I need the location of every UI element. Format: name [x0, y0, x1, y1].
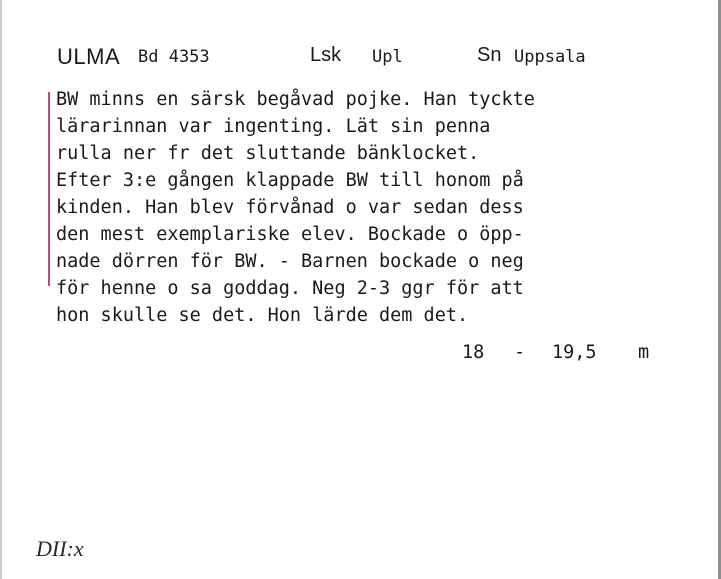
- card-header: [57, 44, 697, 76]
- text-line: den mest exemplariske elev. Bockade o öpp-: [56, 224, 524, 245]
- text-line: kinden. Han blev förvånad o var sedan dess: [56, 197, 524, 218]
- text-line: lärarinnan var ingenting. Lät sin penna: [56, 116, 491, 137]
- handwritten-classification-mark: DII:x: [36, 536, 84, 561]
- margin-mark-line: [48, 92, 50, 286]
- archive-name: ULMA: [57, 44, 121, 69]
- measurement-dash: -: [514, 342, 526, 363]
- measurement-from: 18: [462, 342, 485, 363]
- socken-label: Sn: [477, 44, 502, 66]
- measurement-to: 19,5: [552, 342, 597, 363]
- archive-signum: Bd 4353: [138, 47, 210, 67]
- landskap-value: Upl: [372, 47, 403, 67]
- text-line: för henne o sa goddag. Neg 2-3 ggr för att: [56, 278, 524, 299]
- measurement-unit: m: [638, 342, 650, 363]
- landskap-label: Lsk: [310, 44, 342, 66]
- text-line: nade dörren för BW. - Barnen bockade o neg: [56, 251, 524, 272]
- text-line: rulla ner fr det sluttande bänklocket.: [56, 143, 480, 164]
- measurement-range: [462, 342, 662, 368]
- card-body-text: [56, 86, 676, 329]
- socken-value: Uppsala: [514, 47, 586, 67]
- text-line: BW minns en särsk begåvad pojke. Han tyckte: [56, 89, 535, 110]
- text-line: Efter 3:e gången klappade BW till honom på: [56, 170, 524, 191]
- text-line: hon skulle se det. Hon lärde dem det.: [56, 305, 469, 326]
